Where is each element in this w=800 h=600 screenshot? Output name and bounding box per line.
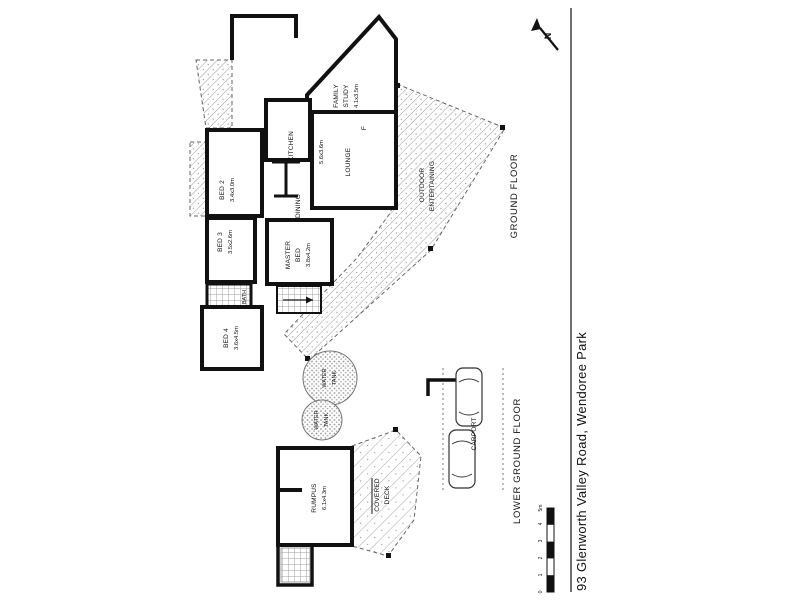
covered-deck-label1: COVERED	[374, 478, 381, 512]
room-master-bed	[267, 220, 332, 284]
family-dims: 4.1x3.5m	[354, 84, 360, 108]
water-tank-lower-label1: WATER	[314, 410, 320, 430]
rumpus-dims: 6.1x4.3m	[322, 486, 328, 510]
bed4-label: BED 4	[223, 328, 230, 348]
master-bed-label: BED	[295, 248, 302, 262]
carport	[428, 368, 503, 492]
room-family-study	[307, 17, 396, 112]
room-bed3	[207, 218, 255, 282]
master-label: MASTER	[285, 240, 292, 270]
scale-tick: 1	[538, 573, 544, 577]
scale-tick: 2	[538, 556, 544, 560]
water-tank-lower-shape	[302, 400, 342, 440]
master-dims: 3.8x4.2m	[306, 243, 312, 267]
scale-tick: 4	[538, 522, 544, 526]
lower-stairs-treads	[281, 548, 310, 582]
scale-tick: 5m	[538, 504, 544, 512]
lower-bathroom	[278, 545, 312, 585]
bed3-dims: 3.5x2.6m	[228, 230, 234, 254]
side-deck-strip	[190, 142, 206, 216]
bed2-walls	[207, 130, 262, 216]
deck-post	[500, 125, 505, 130]
covered-deck	[352, 427, 421, 558]
bed2-label: BED 2	[219, 180, 226, 200]
bed4-walls	[202, 307, 262, 369]
covered-deck-label2: DECK	[384, 485, 391, 505]
room-bed4	[202, 307, 262, 369]
deck-post	[428, 246, 433, 251]
study-label: STUDY	[343, 84, 350, 108]
scale-tick: 0	[538, 590, 544, 594]
lounge-dims: 5.6x3.6m	[319, 140, 325, 164]
car-outline	[456, 368, 482, 426]
compass-north-icon	[531, 18, 558, 50]
bath-label: BATH	[242, 289, 248, 305]
window-f-label: F	[361, 125, 368, 131]
water-tank-lower-label2: TANK	[324, 412, 330, 428]
ground-floor-title: GROUND FLOOR	[509, 153, 520, 239]
carport-corner-wall	[428, 380, 456, 396]
scale-tick: 3	[538, 539, 544, 543]
room-rumpus	[278, 448, 352, 545]
stairs-ground	[277, 286, 321, 313]
deck-post	[393, 427, 398, 432]
lower-ground-floor-title: LOWER GROUND FLOOR	[512, 398, 523, 524]
dining-label: DINING	[295, 194, 302, 218]
deck-post	[386, 553, 391, 558]
bed3-label: BED 3	[217, 232, 224, 252]
entertaining-label: ENTERTAINING	[429, 160, 436, 212]
entry-walls	[232, 16, 296, 60]
carport-label: CARPORT	[471, 417, 478, 451]
family-label: FAMILY	[333, 84, 340, 108]
rumpus-label: RUMPUS	[311, 483, 318, 513]
kitchen-island	[272, 162, 300, 196]
title-block	[531, 8, 589, 593]
ground-floor-plan	[190, 16, 520, 369]
kitchen-label: KITCHEN	[288, 131, 295, 161]
side-deck-upper	[196, 60, 232, 128]
scale-bar	[538, 505, 554, 594]
water-tank-upper-label2: TANK	[332, 370, 338, 386]
water-tank-upper-shape	[303, 351, 357, 405]
bed2-dims: 3.4x3.0m	[230, 178, 236, 202]
room-entry	[232, 16, 296, 60]
bed4-dims: 3.6x4.5m	[234, 326, 240, 350]
room-dining	[295, 194, 302, 218]
outdoor-label: OUTDOOR	[419, 167, 426, 203]
lounge-label: LOUNGE	[345, 147, 352, 177]
water-tank-upper-label1: WATER	[322, 368, 328, 388]
north-label: N	[543, 32, 553, 40]
room-bed2	[207, 130, 262, 216]
property-address: 93 Glenworth Valley Road, Wendoree Park	[574, 331, 589, 591]
room-kitchen	[266, 100, 310, 196]
water-tanks	[302, 351, 357, 440]
family-walls	[307, 17, 396, 112]
room-lounge	[312, 112, 396, 208]
